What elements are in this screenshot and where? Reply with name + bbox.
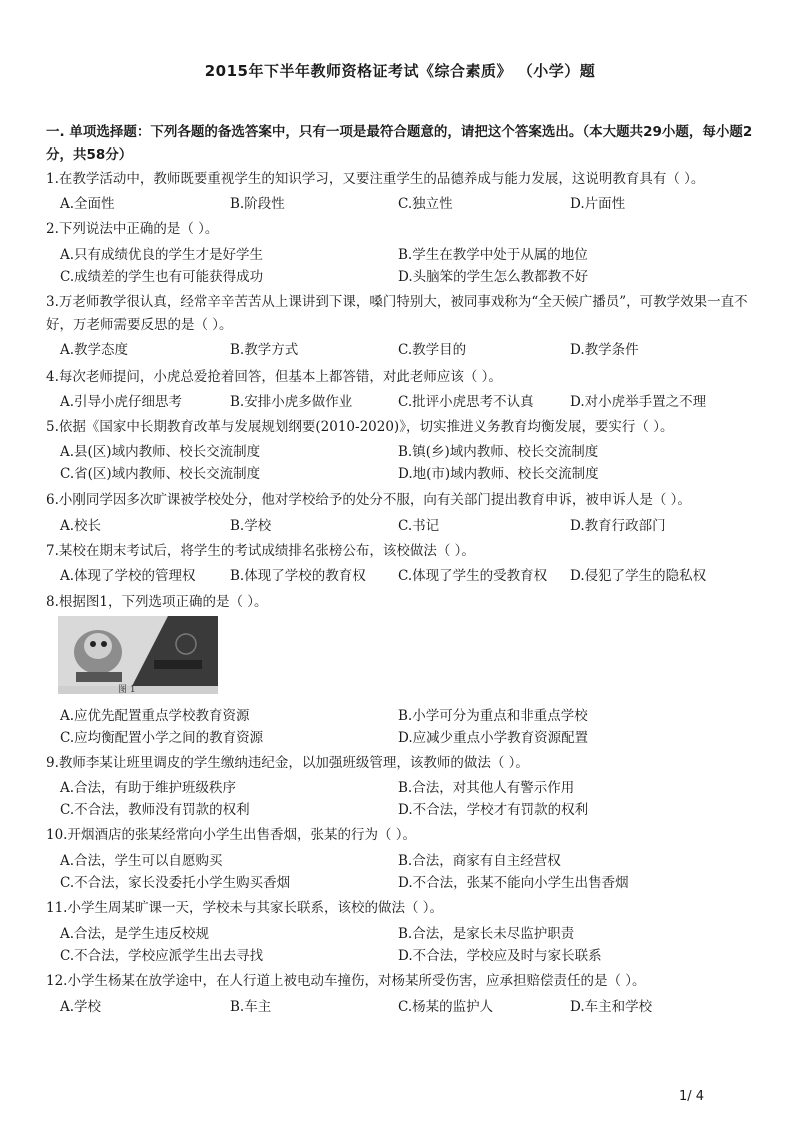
question-3-stem: 3.万老师教学很认真，经常辛辛苦苦从上课讲到下课，嗓门特别大，被同事戏称为“全天候广播员”，可教学效果一直不好，万老师需要反思的是（ ）。 <box>46 294 748 333</box>
question-2-option-d: D.头脑笨的学生怎么教都教不好 <box>398 269 589 285</box>
question-7-option-a: A.体现了学校的管理权 <box>60 568 196 584</box>
question-4-option-b: B.安排小虎多做作业 <box>230 394 353 410</box>
question-5-option-d: D.地(市)域内教师、校长交流制度 <box>398 466 599 482</box>
question-6-option-c: C.书记 <box>398 518 440 534</box>
question-10-option-d: D.不合法，张某不能向小学生出售香烟 <box>398 875 629 891</box>
question-4-stem: 4.每次老师提问，小虎总爱抢着回答，但基本上都答错，对此老师应该（ ）。 <box>46 369 502 385</box>
page-number: 1/ 4 <box>678 1089 704 1104</box>
question-1-option-a: A.全面性 <box>60 196 115 212</box>
question-4-option-a: A.引导小虎仔细思考 <box>60 394 183 410</box>
question-7-stem: 7.某校在期末考试后，将学生的考试成绩排名张榜公布，该校做法（ ）。 <box>46 543 475 559</box>
question-10-option-c: C.不合法，家长没委托小学生购买香烟 <box>60 875 291 891</box>
question-2-option-b: B.学生在教学中处于从属的地位 <box>398 247 588 263</box>
question-6-option-a: A.校长 <box>60 518 102 534</box>
question-9-option-d: D.不合法，学校才有罚款的权利 <box>398 802 589 818</box>
question-1-stem: 1.在教学活动中，教师既要重视学生的知识学习，又要注重学生的品德养成与能力发展，这说明教育具有（ ）。 <box>46 171 705 187</box>
question-8-option-d: D.应减少重点小学教育资源配置 <box>398 730 589 746</box>
question-1-option-b: B.阶段性 <box>230 196 285 212</box>
figure-1-illustration <box>58 616 218 694</box>
question-10-option-a: A.合法，学生可以自愿购买 <box>60 853 223 869</box>
question-2-option-c: C.成绩差的学生也有可能获得成功 <box>60 269 264 285</box>
question-4-option-c: C.批评小虎思考不认真 <box>398 394 534 410</box>
question-12-option-d: D.车主和学校 <box>570 999 653 1015</box>
question-11-stem: 11.小学生周某旷课一天，学校未与其家长联系，该校的做法（ ）。 <box>46 900 444 916</box>
question-1-option-c: C.独立性 <box>398 196 453 212</box>
question-7-option-b: B.体现了学校的教育权 <box>230 568 366 584</box>
question-1-option-d: D.片面性 <box>570 196 626 212</box>
question-5-option-c: C.省(区)域内教师、校长交流制度 <box>60 466 261 482</box>
question-12-stem: 12.小学生杨某在放学途中，在人行道上被电动车撞伤，对杨某所受伤害，应承担赔偿责任的是（ ）。 <box>46 973 646 989</box>
question-3-option-d: D.教学条件 <box>570 342 639 358</box>
question-7-option-d: D.侵犯了学生的隐私权 <box>570 568 707 584</box>
question-3-option-c: C.教学目的 <box>398 342 467 358</box>
figure-1-caption: 图 1 <box>118 685 136 695</box>
question-12-option-a: A.学校 <box>60 999 102 1015</box>
question-7-option-c: C.体现了学生的受教育权 <box>398 568 548 584</box>
question-6-stem: 6.小刚同学因多次旷课被学校处分，他对学校给予的处分不服，向有关部门提出教育申诉，被申诉人是（ ）。 <box>46 492 691 508</box>
question-9-option-a: A.合法，有助于维护班级秩序 <box>60 780 237 796</box>
question-11-option-d: D.不合法，学校应及时与家长联系 <box>398 948 602 964</box>
question-10-stem: 10.开烟酒店的张某经常向小学生出售香烟，张某的行为（ ）。 <box>46 827 417 843</box>
question-4-option-d: D.对小虎举手置之不理 <box>570 394 707 410</box>
figure-1-image <box>58 616 218 694</box>
question-5-stem: 5.依据《国家中长期教育改革与发展规划纲要(2010-2020)》，切实推进义务教育均衡发展，要实行（ ）。 <box>46 419 674 435</box>
question-8-option-c: C.应均衡配置小学之间的教育资源 <box>60 730 264 746</box>
question-3-option-a: A.教学态度 <box>60 342 129 358</box>
question-6-option-b: B.学校 <box>230 518 272 534</box>
question-8-option-a: A.应优先配置重点学校教育资源 <box>60 708 250 724</box>
question-3-option-b: B.教学方式 <box>230 342 299 358</box>
question-9-option-c: C.不合法，教师没有罚款的权利 <box>60 802 250 818</box>
question-5-option-a: A.县(区)域内教师、校长交流制度 <box>60 444 261 460</box>
question-12-option-c: C.杨某的监护人 <box>398 999 494 1015</box>
question-5-option-b: B.镇(乡)域内教师、校长交流制度 <box>398 444 599 460</box>
page-title: 2015年下半年教师资格证考试《综合素质》 （小学）题 <box>204 62 596 80</box>
section-heading: 一. 单项选择题：下列各题的备选答案中，只有一项是最符合题意的，请把这个答案选出。（本大题共29小题，每小题2分，共58分） <box>46 124 753 163</box>
question-12-option-b: B.车主 <box>230 999 272 1015</box>
question-8-option-b: B.小学可分为重点和非重点学校 <box>398 708 588 724</box>
question-11-option-b: B.合法，是家长未尽监护职责 <box>398 926 575 942</box>
question-8-stem: 8.根据图1，下列选项正确的是（ ）。 <box>46 594 268 610</box>
question-11-option-a: A.合法，是学生违反校规 <box>60 926 210 942</box>
question-10-option-b: B.合法，商家有自主经营权 <box>398 853 561 869</box>
question-2-stem: 2.下列说法中正确的是（ ）。 <box>46 221 219 237</box>
question-11-option-c: C.不合法，学校应派学生出去寻找 <box>60 948 264 964</box>
question-9-option-b: B.合法，对其他人有警示作用 <box>398 780 575 796</box>
question-9-stem: 9.教师李某让班里调皮的学生缴纳违纪金，以加强班级管理，该教师的做法（ ）。 <box>46 755 529 771</box>
question-6-option-d: D.教育行政部门 <box>570 518 666 534</box>
question-2-option-a: A.只有成绩优良的学生才是好学生 <box>60 247 264 263</box>
